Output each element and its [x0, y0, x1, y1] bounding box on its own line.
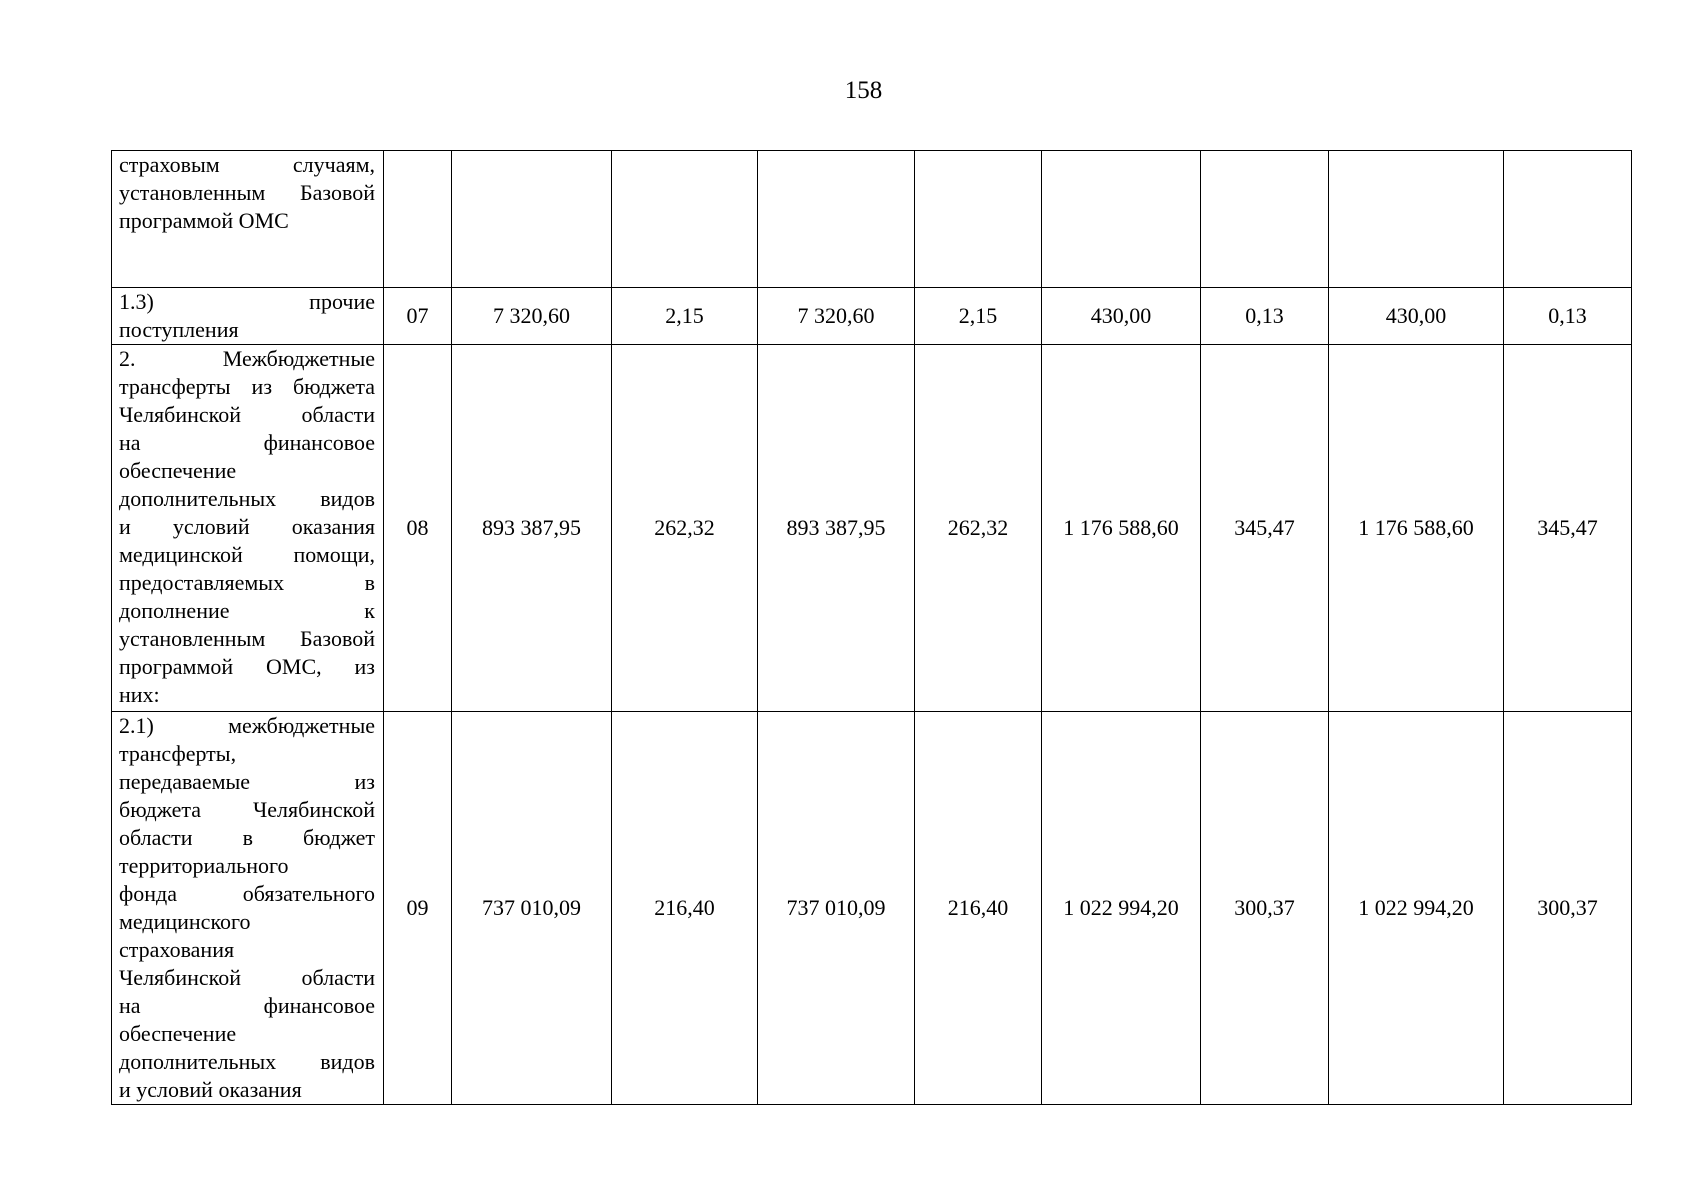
value-cell: 893 387,95 — [758, 345, 915, 712]
description-line: установленным Базовой — [119, 180, 375, 205]
description-line: передаваемые из — [119, 769, 375, 794]
value-cell — [1329, 151, 1504, 288]
value-cell — [612, 151, 758, 288]
row-code: 08 — [384, 345, 452, 712]
description-line: них: — [119, 682, 160, 707]
description-line: трансферты, — [119, 741, 237, 766]
description-line: установленным Базовой — [119, 626, 375, 651]
description-line: 2. Межбюджетные — [119, 346, 375, 371]
table-body — [112, 151, 1632, 1105]
row-description — [112, 288, 384, 345]
description-line: фонда обязательного — [119, 881, 375, 906]
value-cell: 7 320,60 — [452, 288, 612, 345]
value-cell — [758, 151, 915, 288]
description-line: на финансовое — [119, 430, 375, 455]
row-description — [112, 345, 384, 712]
description-line: обеспечение — [119, 1021, 237, 1046]
row-code: 09 — [384, 712, 452, 1105]
value-cell: 2,15 — [915, 288, 1042, 345]
value-cell — [1504, 151, 1632, 288]
value-cell: 2,15 — [612, 288, 758, 345]
row-description — [112, 712, 384, 1105]
value-cell: 1 022 994,20 — [1329, 712, 1504, 1105]
description-line: дополнительных видов — [119, 486, 375, 511]
table-row — [112, 288, 1632, 345]
description-line: медицинской помощи, — [119, 542, 375, 567]
description-line: на финансовое — [119, 993, 375, 1018]
value-cell: 216,40 — [915, 712, 1042, 1105]
value-cell: 345,47 — [1504, 345, 1632, 712]
value-cell: 0,13 — [1504, 288, 1632, 345]
value-cell: 0,13 — [1201, 288, 1329, 345]
row-code: 07 — [384, 288, 452, 345]
description-line: страховым случаям, — [119, 152, 375, 177]
value-cell: 300,37 — [1201, 712, 1329, 1105]
description-line: обеспечение — [119, 458, 237, 483]
value-cell: 216,40 — [612, 712, 758, 1105]
description-line: трансферты из бюджета — [119, 374, 375, 399]
description-line: и условий оказания — [119, 1077, 302, 1102]
value-cell: 262,32 — [915, 345, 1042, 712]
description-line: дополнение к — [119, 598, 375, 623]
description-line: медицинского — [119, 909, 251, 934]
table-row — [112, 345, 1632, 712]
value-cell: 430,00 — [1329, 288, 1504, 345]
value-cell — [1042, 151, 1201, 288]
description-line: и условий оказания — [119, 514, 375, 539]
description-line: предоставляемых в — [119, 570, 375, 595]
description-line: 2.1) межбюджетные — [119, 713, 375, 738]
value-cell: 737 010,09 — [452, 712, 612, 1105]
value-cell: 262,32 — [612, 345, 758, 712]
description-line: программой ОМС, из — [119, 654, 375, 679]
value-cell — [452, 151, 612, 288]
description-line: 1.3) прочие — [119, 289, 375, 314]
description-line: Челябинской области — [119, 965, 375, 990]
value-cell: 430,00 — [1042, 288, 1201, 345]
description-line: области в бюджет — [119, 825, 375, 850]
value-cell: 345,47 — [1201, 345, 1329, 712]
value-cell — [915, 151, 1042, 288]
description-line: дополнительных видов — [119, 1049, 375, 1074]
value-cell: 300,37 — [1504, 712, 1632, 1105]
table-row — [112, 151, 1632, 288]
value-cell: 737 010,09 — [758, 712, 915, 1105]
row-code — [384, 151, 452, 288]
description-line: территориального — [119, 853, 289, 878]
value-cell — [1201, 151, 1329, 288]
description-line: бюджета Челябинской — [119, 797, 375, 822]
table-row — [112, 712, 1632, 1105]
row-description — [112, 151, 384, 288]
description-line: страхования — [119, 937, 235, 962]
description-line: Челябинской области — [119, 402, 375, 427]
value-cell: 7 320,60 — [758, 288, 915, 345]
data-table — [111, 150, 1632, 1105]
value-cell: 1 176 588,60 — [1329, 345, 1504, 712]
description-line: поступления — [119, 317, 239, 342]
value-cell: 893 387,95 — [452, 345, 612, 712]
value-cell: 1 176 588,60 — [1042, 345, 1201, 712]
description-line: программой ОМС — [119, 208, 289, 233]
page-number: 158 — [844, 77, 883, 104]
value-cell: 1 022 994,20 — [1042, 712, 1201, 1105]
